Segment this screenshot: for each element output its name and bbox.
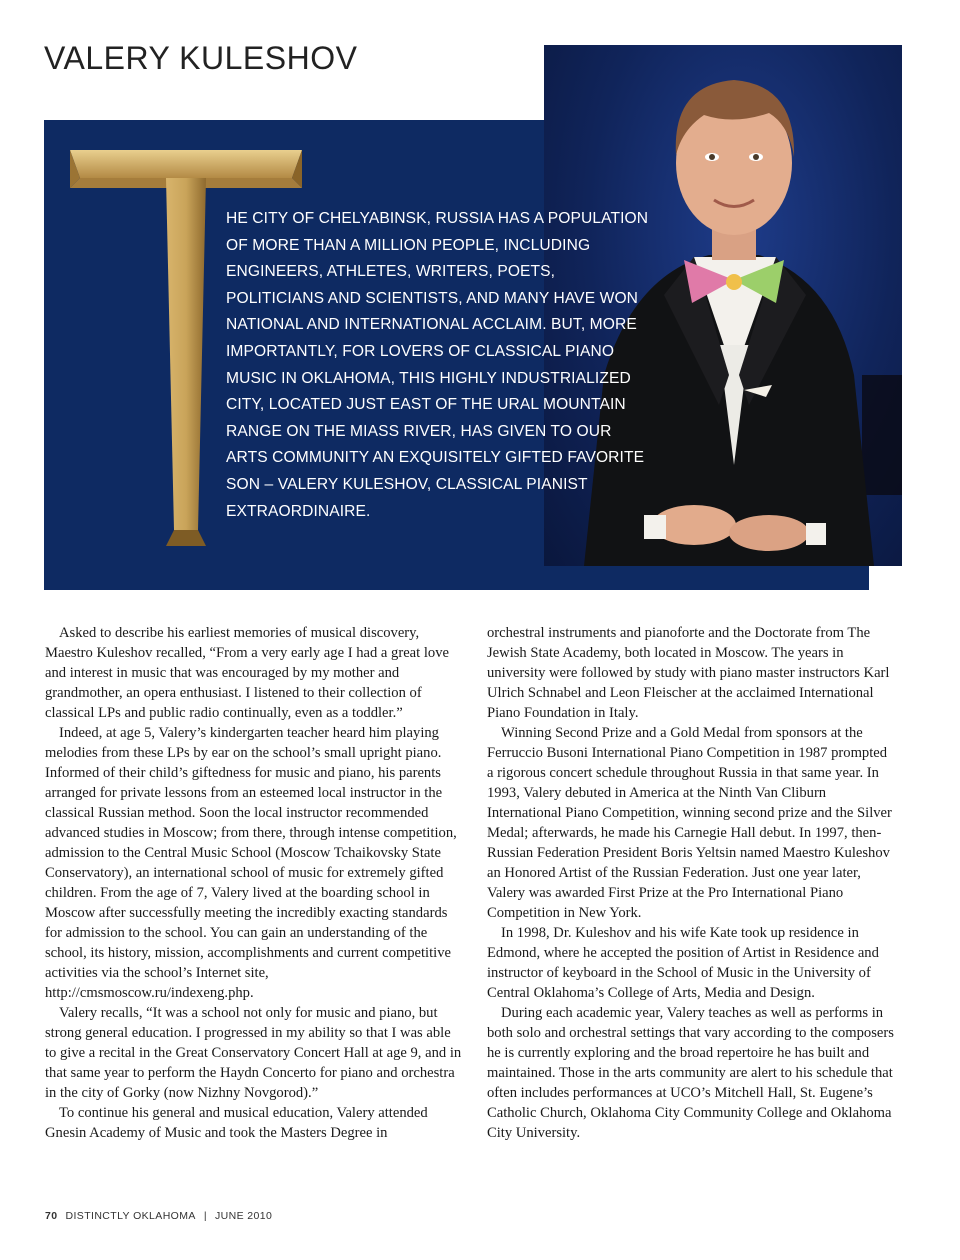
body-paragraph: To continue his general and musical education, Valery attended Gnesin Academy of Music and took the Masters Degree in — [45, 1105, 428, 1141]
body-paragraph: Winning Second Prize and a Gold Medal from sponsors at the Ferruccio Busoni International Piano Competition in 1987 prompted a rigorous concert schedule throughout Russia in that same year. In 1993, Valery debuted in America at the Ninth Van Cliburn International Piano Competition, winning second prize and the Silver Medal; afterwards, he made his Carnegie Hall debut. In 1997, then-Russian Federation President Boris Yeltsin named Maestro Kuleshov an Honored Artist of the Russian Federation. Just one year later, Valery was awarded First Prize at the Pro International Piano Competition in New York. — [487, 725, 892, 921]
drop-cap-text: T — [186, 170, 187, 171]
page-footer — [45, 1210, 272, 1222]
right-column — [487, 623, 897, 1143]
footer-separator: | — [203, 1210, 207, 1222]
body-paragraph: In 1998, Dr. Kuleshov and his wife Kate took up residence in Edmond, where he accepted the position of Artist in Residence and instructor of keyboard in the School of Music in the University of Central Oklahoma’s College of Arts, Media and Design. — [487, 925, 879, 1001]
page-number: 70 — [45, 1210, 58, 1222]
body-paragraph: During each academic year, Valery teaches as well as performs in both solo and orchestral settings that vary according to the composers he is currently exploring and the broad repertoire he has built and maintained. Those in the arts community are alert to his schedule that often includes performances at UCO’s Mitchell Hall, St. Eugene’s Catholic Church, Oklahoma City Community College and Oklahoma City University. — [487, 1005, 894, 1141]
page-title: VALERY KULESHOV — [44, 40, 358, 76]
body-paragraph: Asked to describe his earliest memories of musical discovery, Maestro Kuleshov recalled, “From a very early age I had a great love and interest in music that was encouraged by my mother and grandmother, an opera enthusiast. I listened to their collection of classical LPs and public radio continually, even as a toddler.” — [45, 625, 449, 721]
body-paragraph: Valery recalls, “It was a school not only for music and piano, but strong general education. I progressed in my ability so that I was able to give a recital in the Great Conservatory Concert Hall at age 9, and in that same year to perform the Haydn Concerto for piano and orchestra in the city of Gorky (now Nizhny Novgorod).” — [45, 1005, 462, 1101]
issue-date: JUNE 2010 — [214, 1210, 273, 1222]
publication-name: DISTINCTLY OKLAHOMA — [65, 1210, 196, 1222]
left-column — [45, 623, 465, 1143]
body-paragraph: orchestral instruments and pianoforte and the Doctorate from The Jewish State Academy, both located in Moscow. The years in university were followed by study with piano master instructors Karl Ulrich Schnabel and Leon Fleischer at the acclaimed International Piano Foundation in Italy. — [487, 625, 890, 721]
intro-paragraph: HE CITY OF CHELYABINSK, RUSSIA HAS A POPULATION OF MORE THAN A MILLION PEOPLE, INCLUDING ENGINEERS, ATHLETES, WRITERS, POETS, POLITICIANS AND SCIENTISTS, AND MANY HAVE WON NATIONAL AND INTERNATIONAL ACCLAIM. BUT, MORE IMPORTANTLY, FOR LOVERS OF CLASSICAL PIANO MUSIC IN OKLAHOMA, THIS HIGHLY INDUSTRIALIZED CITY, LOCATED JUST EAST OF THE URAL MOUNTAIN RANGE ON THE MIASS RIVER, HAS GIVEN TO OUR ARTS COMMUNITY AN EXQUISITELY GIFTED FAVORITE SON – VALERY KULESHOV, CLASSICAL PIANIST EXTRAORDINAIRE. — [226, 210, 649, 520]
body-paragraph: Indeed, at age 5, Valery’s kindergarten teacher heard him playing melodies from these LPs by ear on the school’s small upright piano. Informed of their child’s giftedness for music and piano, his parents arranged for private lessons from an esteemed local instructor in the classical Russian method. Soon the local instructor recommended advanced studies in Moscow; from there, through intense competition, admission to the Central Music School (Moscow Tchaikovsky State Conservatory), an international school of music for extremely gifted children. From the age of 7, Valery lived at the boarding school in Moscow after successfully meeting the incredibly exacting standards for admission to the school. You can gain an understanding of the school, its history, mission, accomplishments and current competitive activities via the school’s Internet site, http://cmsmoscow.ru/indexeng.php. — [45, 725, 457, 1001]
